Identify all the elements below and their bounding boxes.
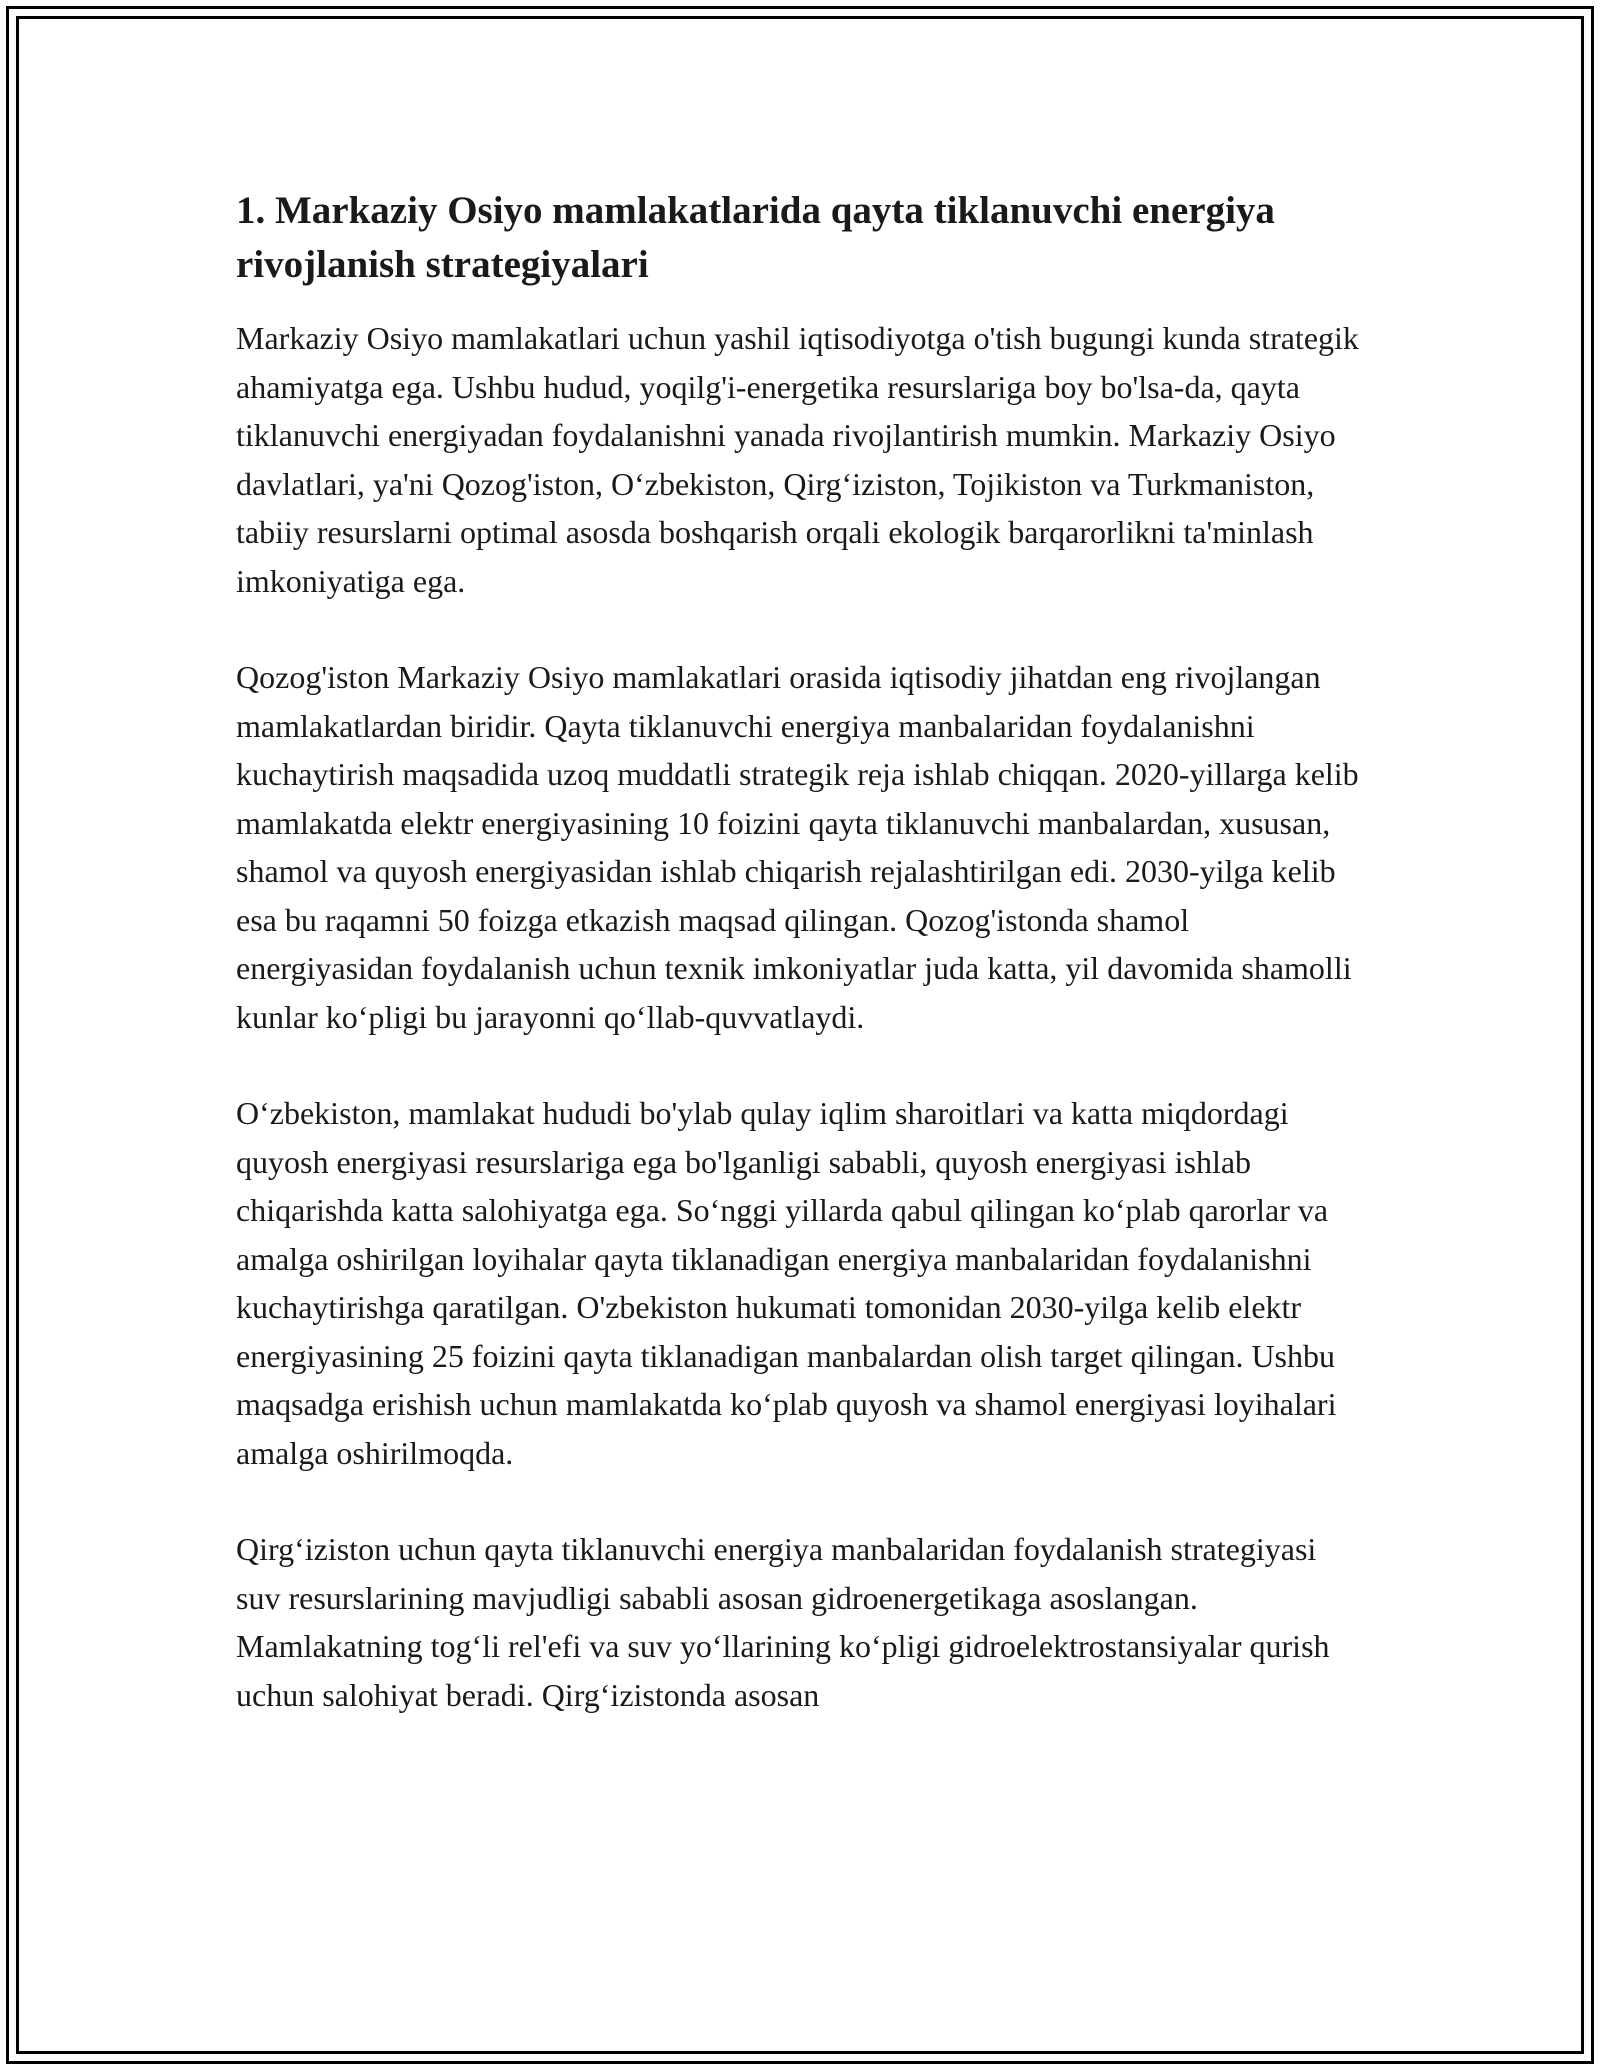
- section-heading: 1. Markaziy Osiyo mamlakatlarida qayta tiklanuvchi energiya rivojlanish strategiyalari: [236, 189, 1275, 286]
- paragraph-kazakhstan: Qozog'iston Markaziy Osiyo mamlakatlari orasida iqtisodiy jihatdan eng rivojlangan mamlakatlardan biridir. Qayta tiklanuvchi energiya manbalaridan foydalanishni kuchaytirish maqsadida uzoq muddatli strategik reja ishlab chiqqan. 2020-yillarga kelib mamlakatda elektr energiyasining 10 foizini qayta tiklanuvchi manbalardan, xususan, shamol va quyosh energiyasidan ishlab chiqarish rejalashtirilgan edi. 2030-yilga kelib esa bu raqamni 50 foizga etkazish maqsad qilingan. Qozog'istonda shamol energiyasidan foydalanish uchun texnik imkoniyatlar juda katta, yil davomida shamolli kunlar ko‘pligi bu jarayonni qo‘llab-quvvatlaydi.: [236, 659, 1359, 1035]
- paragraph-uzbekistan: O‘zbekiston, mamlakat hududi bo'ylab qulay iqlim sharoitlari va katta miqdordagi quyosh energiyasi resurslariga ega bo'lganligi sababli, quyosh energiyasi ishlab chiqarishda katta salohiyatga ega. So‘nggi yillarda qabul qilingan ko‘plab qarorlar va amalga oshirilgan loyihalar qayta tiklanadigan energiya manbalaridan foydalanishni kuchaytirishga qaratilgan. O'zbekiston hukumati tomonidan 2030-yilga kelib elektr energiyasining 25 foizini qayta tiklanadigan manbalardan olish target qilingan. Ushbu maqsadga erishish uchun mamlakatda ko‘plab quyosh va shamol energiyasi loyihalari amalga oshirilmoqda.: [236, 1095, 1337, 1471]
- document-body: [236, 184, 1366, 1767]
- paragraph-kyrgyzstan: Qirg‘iziston uchun qayta tiklanuvchi energiya manbalaridan foydalanish strategiyasi suv resurslarining mavjudligi sababli asosan gidroenergetikaga asoslangan. Mamlakatning tog‘li rel'efi va suv yo‘llarining ko‘pligi gidroelektrostansiyalar qurish uchun salohiyat beradi. Qirg‘izistonda asosan: [236, 1531, 1330, 1713]
- paragraph-intro: Markaziy Osiyo mamlakatlari uchun yashil iqtisodiyotga o'tish bugungi kunda strategik ahamiyatga ega. Ushbu hudud, yoqilg'i-energetika resurslariga boy bo'lsa-da, qayta tiklanuvchi energiyadan foydalanishni yanada rivojlantirish mumkin. Markaziy Osiyo davlatlari, ya'ni Qozog'iston, O‘zbekiston, Qirg‘iziston, Tojikiston va Turkmaniston, tabiiy resurslarni optimal asosda boshqarish orqali ekologik barqarorlikni ta'minlash imkoniyatiga ega.: [236, 320, 1359, 599]
